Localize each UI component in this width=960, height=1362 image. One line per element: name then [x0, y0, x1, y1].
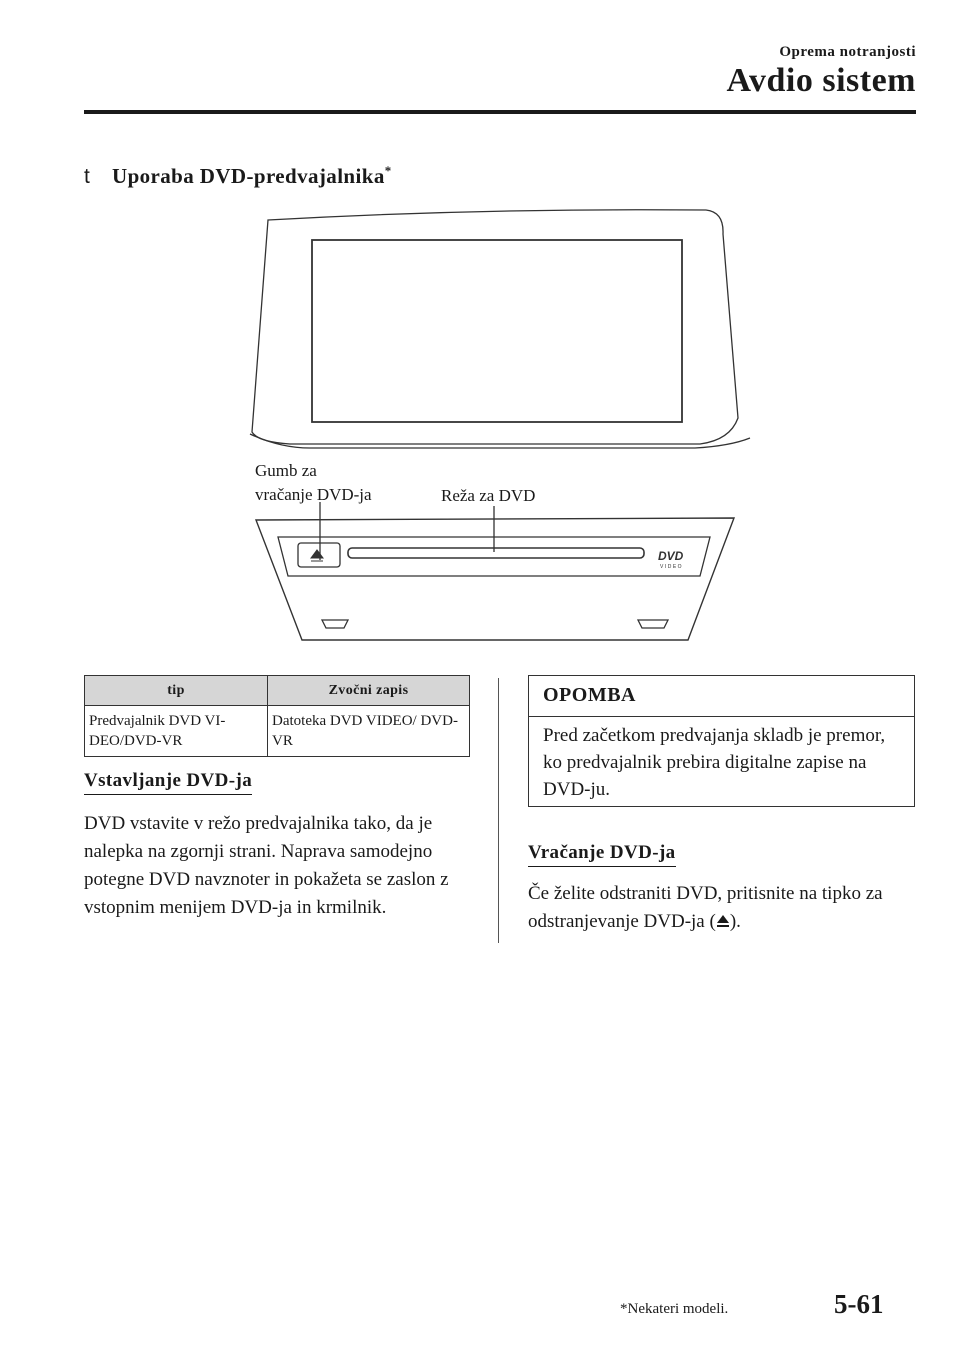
label-eject-line1: Gumb za [255, 461, 317, 480]
monitor-housing [252, 210, 738, 444]
eject-paragraph [528, 880, 918, 936]
insert-heading: Vstavljanje DVD-ja [84, 770, 252, 795]
dvd-slot [348, 548, 644, 558]
footnote: *Nekateri modeli. [620, 1301, 729, 1317]
note-box [528, 675, 915, 807]
spec-header-format: Zvočni zapis [268, 676, 470, 706]
insert-paragraph: DVD vstavite v režo predvajalnika tako, da je nalepka na zgornji strani. Naprava samodejno potegne DVD navznoter in pokažeta se zaslon z vstopnim menijem DVD-ja in krmilnik. [84, 813, 449, 918]
monitor-bottom-curve [250, 434, 750, 448]
eject-icon [716, 914, 730, 928]
label-eject-button [255, 459, 372, 507]
right-foot [638, 620, 668, 628]
dvd-player-illustration [240, 200, 760, 650]
note-title: OPOMBA [543, 684, 636, 706]
eject-icon [311, 550, 323, 561]
section-title [84, 163, 392, 189]
spec-header-type: tip [85, 676, 268, 706]
spec-table [84, 675, 470, 757]
table-row [85, 706, 470, 757]
player-housing [256, 518, 734, 640]
label-dvd-slot: Reža za DVD [441, 486, 536, 505]
eject-heading: Vračanje DVD-ja [528, 842, 676, 867]
header-rule [84, 110, 916, 114]
spec-cell-format: Datoteka DVD VIDEO/ DVD-VR [268, 706, 470, 757]
spec-table-header [85, 676, 470, 706]
monitor-screen [312, 240, 682, 422]
page-number: 5-61 [834, 1289, 884, 1319]
label-eject-line2: vračanje DVD-ja [255, 485, 372, 504]
section-title-text: Uporaba DVD-predvajalnika [112, 164, 385, 188]
eject-text-after: ). [729, 911, 741, 932]
section-marker: t [84, 165, 91, 188]
spec-cell-type: Predvajalnik DVD VI-DEO/DVD-VR [85, 706, 268, 757]
header-title: Avdio sistem [726, 62, 916, 99]
eject-text-before: Če želite odstraniti DVD, pritisnite na tipko za odstranjevanje DVD-ja ( [528, 883, 883, 932]
header-section-label: Oprema notranjosti [779, 44, 916, 60]
left-foot [322, 620, 348, 628]
note-body: Pred začetkom predvajanja skladb je premor, ko predvajalnik prebira digitalne zapise na DVD-ju. [543, 725, 886, 800]
section-asterisk: * [384, 163, 392, 178]
column-divider [498, 678, 499, 943]
note-rule [529, 716, 914, 717]
dvd-logo: DVD [658, 549, 684, 563]
dvd-video-logo: VIDEO [660, 564, 684, 570]
